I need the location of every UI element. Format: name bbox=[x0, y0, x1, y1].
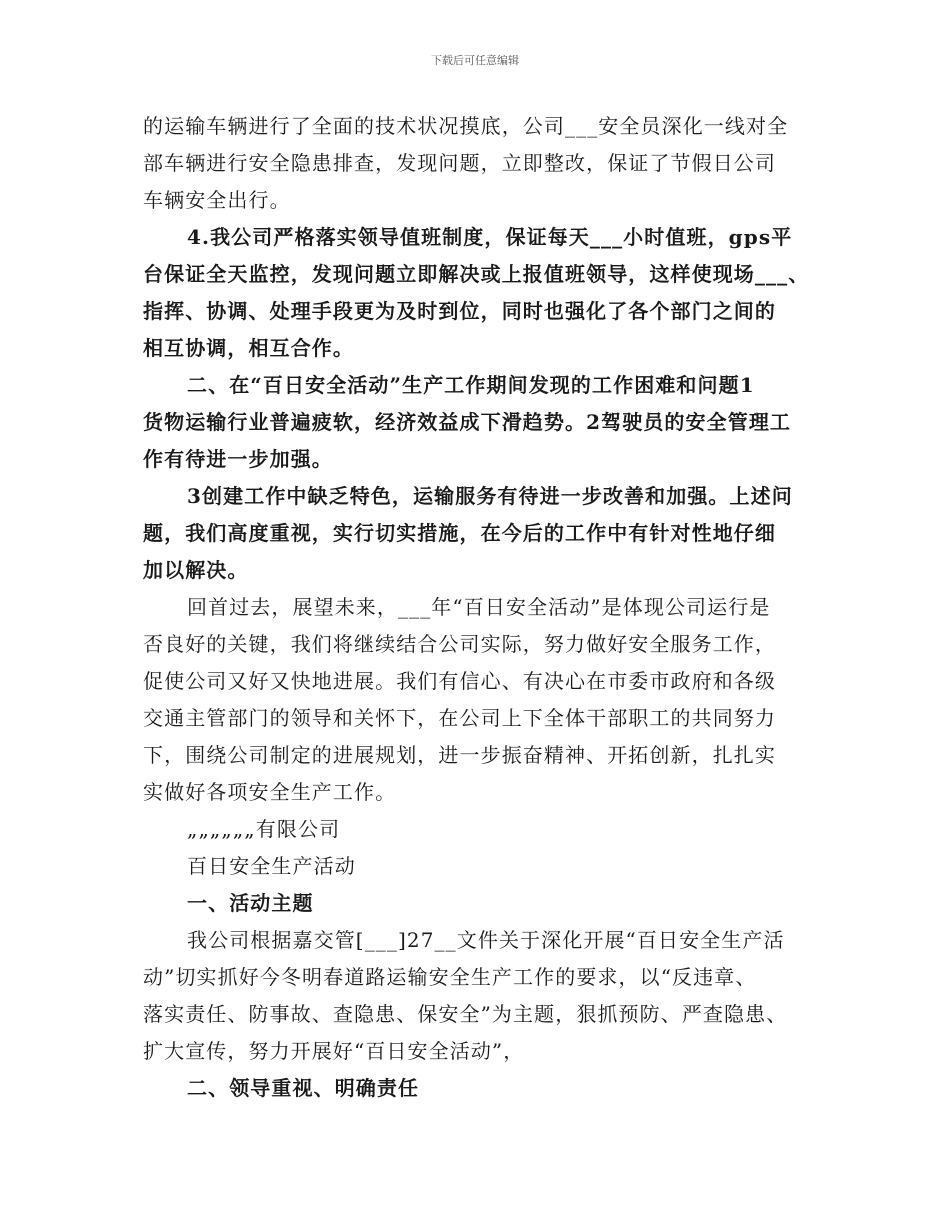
text-line: 回首过去，展望未来，___年“百日安全活动”是体现公司运行是 bbox=[187, 595, 771, 619]
text-line: 指挥、协调、处理手段更为及时到位，同时也强化了各个部门之间的 bbox=[143, 299, 776, 323]
text-line: 车辆安全出行。 bbox=[143, 188, 291, 212]
text-line: 实做好各项安全生产工作。 bbox=[143, 780, 397, 804]
text-line: 4.我公司严格落实领导值班制度，保证每天___小时值班，gps平 bbox=[187, 225, 793, 249]
text-line: „„„„„„有限公司 bbox=[187, 817, 341, 841]
text-line: 交通主管部门的领导和关怀下，在公司上下全体干部职工的共同努力 bbox=[143, 706, 776, 730]
text-line: 货物运输行业普遍疲软，经济效益成下滑趋势。2驾驶员的安全管理工 bbox=[143, 410, 792, 434]
text-line: 部车辆进行安全隐患排查，发现问题，立即整改，保证了节假日公司 bbox=[143, 151, 776, 175]
page-header: 下载后可任意编辑 bbox=[431, 54, 519, 67]
text-line: 作有待进一步加强。 bbox=[143, 447, 333, 471]
text-line: 百日安全生产活动 bbox=[187, 854, 356, 878]
text-line: 3创建工作中缺乏特色，运输服务有待进一步改善和加强。上述问 bbox=[187, 484, 793, 508]
text-line: 落实责任、防事故、查隐患、保安全”为主题，狠抓预防、严查隐患、 bbox=[143, 1002, 788, 1026]
text-line: 加以解决。 bbox=[143, 558, 249, 582]
text-line: 一、活动主题 bbox=[187, 891, 314, 915]
text-line: 扩大宣传，努力开展好“百日安全活动”， bbox=[143, 1039, 525, 1063]
document-body bbox=[143, 108, 823, 1107]
text-line: 二、领导重视、明确责任 bbox=[187, 1076, 420, 1100]
text-line: 动”切实抓好今冬明春道路运输安全生产工作的要求，以“反违章、 bbox=[143, 965, 757, 989]
text-line: 否良好的关键，我们将继续结合公司实际，努力做好安全服务工作， bbox=[143, 632, 776, 656]
text-line: 相互协调，相互合作。 bbox=[143, 336, 354, 360]
text-line: 我公司根据嘉交管[___]27__文件关于深化开展“百日安全生产活 bbox=[187, 928, 785, 952]
text-line: 二、在“百日安全活动”生产工作期间发现的工作困难和问题1 bbox=[187, 373, 755, 397]
text-line: 促使公司又好又快地进展。我们有信心、有决心在市委市政府和各级 bbox=[143, 669, 776, 693]
text-line: 题，我们高度重视，实行切实措施，在今后的工作中有针对性地仔细 bbox=[143, 521, 776, 545]
text-line: 的运输车辆进行了全面的技术状况摸底，公司___安全员深化一线对全 bbox=[143, 114, 789, 138]
text-line: 台保证全天监控，发现问题立即解决或上报值班领导，这样使现场___、 bbox=[143, 262, 810, 286]
text-line: 下，围绕公司制定的进展规划，进一步振奋精神、开拓创新，扎扎实 bbox=[143, 743, 776, 767]
